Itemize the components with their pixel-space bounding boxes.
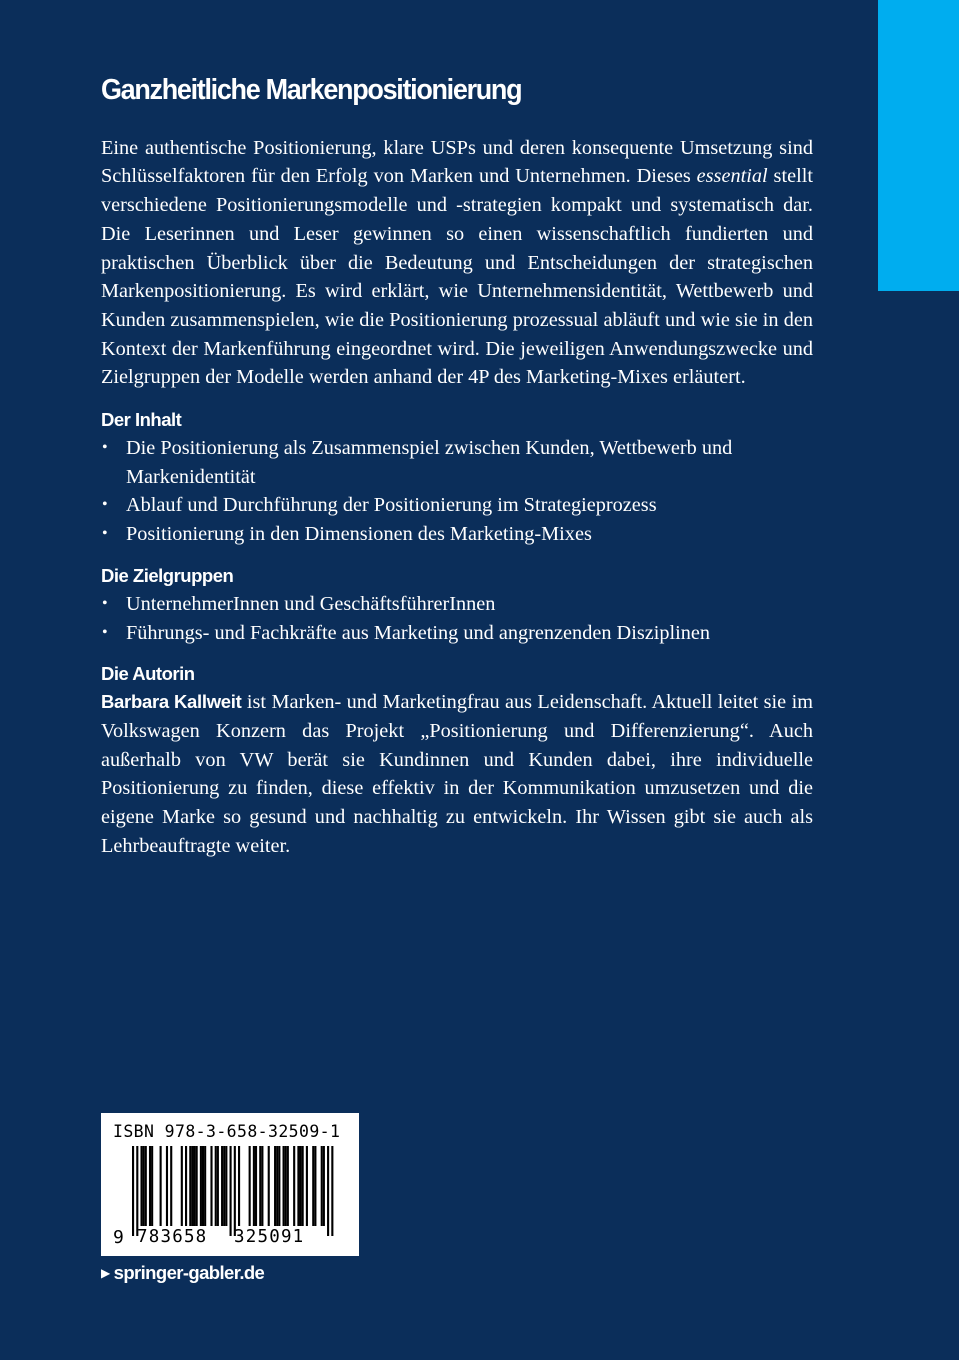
ean-first-digit: 9 — [113, 1227, 124, 1248]
barcode-bar — [287, 1146, 289, 1226]
barcode-bar — [217, 1146, 219, 1226]
accent-bar — [878, 0, 959, 291]
bullet-icon: • — [102, 439, 108, 457]
barcode-bar — [297, 1146, 299, 1226]
barcode-bar — [321, 1146, 323, 1226]
list-item-text: UnternehmerInnen und GeschäftsführerInnen — [126, 592, 496, 615]
book-title: Ganzheitliche Markenpositionierung — [101, 74, 522, 106]
barcode-bar — [285, 1146, 287, 1226]
barcode-bar — [149, 1146, 151, 1226]
barcode-bar — [261, 1146, 263, 1226]
list-item — [101, 520, 813, 549]
contents-list — [101, 434, 813, 549]
list-item — [101, 434, 813, 491]
bullet-icon: • — [102, 623, 108, 641]
right-triangle-icon: ▶ — [101, 1266, 110, 1280]
list-item-text: Die Positionierung als Zusammenspiel zwischen Kunden, Wettbewerb und Markenidentität — [126, 437, 733, 488]
barcode-bar — [331, 1146, 333, 1236]
back-cover-text — [101, 72, 813, 860]
barcode-bar — [143, 1146, 145, 1226]
bullet-icon: • — [102, 525, 108, 543]
barcode-bar — [234, 1146, 236, 1236]
barcode-bar — [202, 1146, 204, 1226]
barcode-bar — [278, 1146, 280, 1226]
barcode-bar — [238, 1146, 240, 1226]
barcode-bar — [249, 1146, 251, 1226]
barcode-bar — [306, 1146, 308, 1226]
barcode-bar — [140, 1146, 142, 1226]
barcode-bar — [327, 1146, 329, 1236]
barcode-bar — [181, 1146, 183, 1226]
barcode-bar — [221, 1146, 223, 1226]
list-item-text: Positionierung in den Dimensionen des Marketing-Mixes — [126, 523, 592, 546]
barcode-bar — [210, 1146, 212, 1226]
barcode-bar — [293, 1146, 295, 1226]
barcode-bar — [302, 1146, 304, 1226]
barcode-bar — [268, 1146, 270, 1226]
barcode-bar — [191, 1146, 193, 1226]
audience-list — [101, 590, 813, 647]
barcode-bar — [136, 1146, 138, 1236]
barcode-bar — [160, 1146, 162, 1226]
publisher-link[interactable] — [101, 1262, 264, 1284]
barcode-bar — [255, 1146, 257, 1226]
author-name: Barbara Kallweit — [101, 691, 242, 713]
intro-text-1: Eine authentische Positionierung, klare USPs und deren konsequente Umsetzung sind Schlüsselfaktoren für den Erfolg von Marken und Unternehmen. Dieses — [101, 136, 813, 188]
ean-left-digits: 783658 — [137, 1227, 208, 1247]
intro-paragraph — [101, 134, 813, 392]
list-item — [101, 590, 813, 619]
isbn-label: ISBN 978-3-658-32509-1 — [113, 1122, 341, 1141]
barcode-bar — [185, 1146, 187, 1226]
barcode-bar — [200, 1146, 202, 1226]
barcode-bar — [215, 1146, 217, 1226]
author-bio: ist Marken- und Marketingfrau aus Leidenschaft. Aktuell leitet sie im Volkswagen Konzern das Projekt „Positionierung und Differenzierung“. Auch außerhalb von VW berät sie Kundinnen und Kunden dabei, ihre individuelle Positionierung zu finden, diese effektiv in der Kommunikation umzusetzen und die eigene Marke so gesund und nachhaltig zu entwickeln. Ihr Wissen gibt sie auch als Lehrbeauftragte weiter. — [101, 691, 813, 857]
barcode-bar — [189, 1146, 191, 1226]
barcode-bar — [223, 1146, 225, 1226]
list-item-text: Führungs- und Fachkräfte aus Marketing und angrenzenden Disziplinen — [126, 621, 711, 644]
barcode-bar — [312, 1146, 314, 1226]
barcode-bar — [230, 1146, 232, 1236]
barcode-bar — [132, 1146, 134, 1236]
barcode-bar — [323, 1146, 325, 1226]
barcode-bar — [276, 1146, 278, 1226]
publisher-url: springer-gabler.de — [113, 1262, 265, 1283]
bullet-icon: • — [102, 496, 108, 514]
intro-emphasis: essential — [696, 165, 768, 188]
barcode-bar — [145, 1146, 147, 1226]
list-item — [101, 619, 813, 648]
intro-text-2: stellt verschiedene Positionierungsmodelle und -strategien kompakt und systematisch dar. Die Leserinnen und Leser gewinnen so einen wissenschaftlich fundierten und praktischen Überblick über die Bedeutung und Entscheidungen der strategischen Markenpositionierung. Es wird erklärt, wie Unternehmensidentität, Wettbewerb und Kunden zusammenspielen, wie die Positionierung prozessual abläuft und wie sie in den Kontext der Markenführung eingeordnet wird. Die jeweiligen Anwendungszwecke und Zielgruppen der Modelle werden anhand der 4P des Marketing-Mixes erläutert. — [101, 165, 813, 389]
bullet-icon: • — [102, 594, 108, 612]
barcode-bar — [170, 1146, 172, 1226]
barcode-bar — [166, 1146, 168, 1226]
barcode-bar — [196, 1146, 198, 1226]
audience-heading: Die Zielgruppen — [101, 564, 234, 586]
list-item — [101, 491, 813, 520]
ean-right-digits: 325091 — [234, 1227, 305, 1247]
barcode-bar — [259, 1146, 261, 1226]
barcode-bar — [225, 1146, 227, 1226]
barcode-bar — [193, 1146, 195, 1226]
barcode-bar — [283, 1146, 285, 1226]
list-item-text: Ablauf und Durchführung der Positionierung im Strategieprozess — [126, 494, 657, 517]
barcode-bar — [274, 1146, 276, 1226]
barcode-bar — [204, 1146, 206, 1226]
isbn-barcode — [101, 1113, 359, 1256]
author-paragraph — [101, 688, 813, 860]
barcode-bar — [253, 1146, 255, 1226]
barcode-bar — [314, 1146, 316, 1226]
barcode-bar — [299, 1146, 301, 1226]
author-heading: Die Autorin — [101, 663, 195, 685]
barcode-bar — [151, 1146, 153, 1226]
contents-heading: Der Inhalt — [101, 409, 182, 431]
